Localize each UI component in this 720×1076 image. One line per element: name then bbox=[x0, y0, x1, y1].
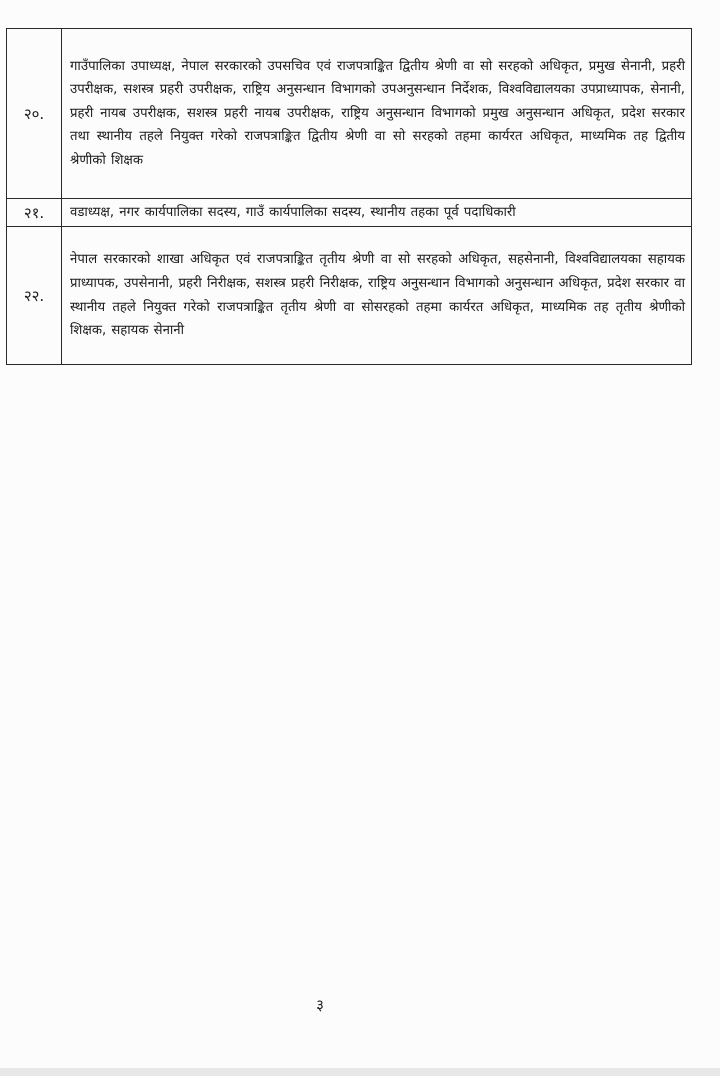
row-text: नेपाल सरकारको शाखा अधिकृत एवं राजपत्राङ्कित तृतीय श्रेणी वा सो सरहको अधिकृत, सहसेनानी, विश्वविद्यालयका सहायक प्राध्यापक, उपसेनानी, प्रहरी निरीक्षक, सशस्त्र प्रहरी निरीक्षक, राष्ट्रिय अनुसन्धान विभागको अनुसन्धान अधिकृत, प्रदेश सरकार वा स्थानीय तहले नियुक्त गरेको राजपत्राङ्कित तृतीय श्रेणी वा सोसरहको तहमा कार्यरत अधिकृत, माध्यमिक तह तृतीय श्रेणीको शिक्षक, सहायक सेनानी bbox=[62, 227, 692, 365]
table-row bbox=[7, 227, 692, 365]
row-text: वडाध्यक्ष, नगर कार्यपालिका सदस्य, गाउँ कार्यपालिका सदस्य, स्थानीय तहका पूर्व पदाधिकारी bbox=[62, 199, 692, 227]
position-rank-table bbox=[6, 28, 692, 365]
row-number: २१. bbox=[7, 199, 62, 227]
table-row bbox=[7, 29, 692, 199]
page-number: ३ bbox=[316, 996, 324, 1014]
page-bottom-edge bbox=[0, 1068, 720, 1076]
row-number: २२. bbox=[7, 227, 62, 365]
row-number: २०. bbox=[7, 29, 62, 199]
table-row bbox=[7, 199, 692, 227]
row-text: गाउँपालिका उपाध्यक्ष, नेपाल सरकारको उपसचिव एवं राजपत्राङ्कित द्वितीय श्रेणी वा सो सरहको अधिकृत, प्रमुख सेनानी, प्रहरी उपरीक्षक, सशस्त्र प्रहरी उपरीक्षक, राष्ट्रिय अनुसन्धान विभागको उपअनुसन्धान निर्देशक, विश्वविद्यालयका उपप्राध्यापक, सेनानी, प्रहरी नायब उपरीक्षक, सशस्त्र प्रहरी नायब उपरीक्षक, राष्ट्रिय अनुसन्धान विभागको प्रमुख अनुसन्धान अधिकृत, प्रदेश सरकार तथा स्थानीय तहले नियुक्त गरेको राजपत्राङ्कित द्वितीय श्रेणी वा सो सरहको तहमा कार्यरत अधिकृत, माध्यमिक तह द्वितीय श्रेणीको शिक्षक bbox=[62, 29, 692, 199]
